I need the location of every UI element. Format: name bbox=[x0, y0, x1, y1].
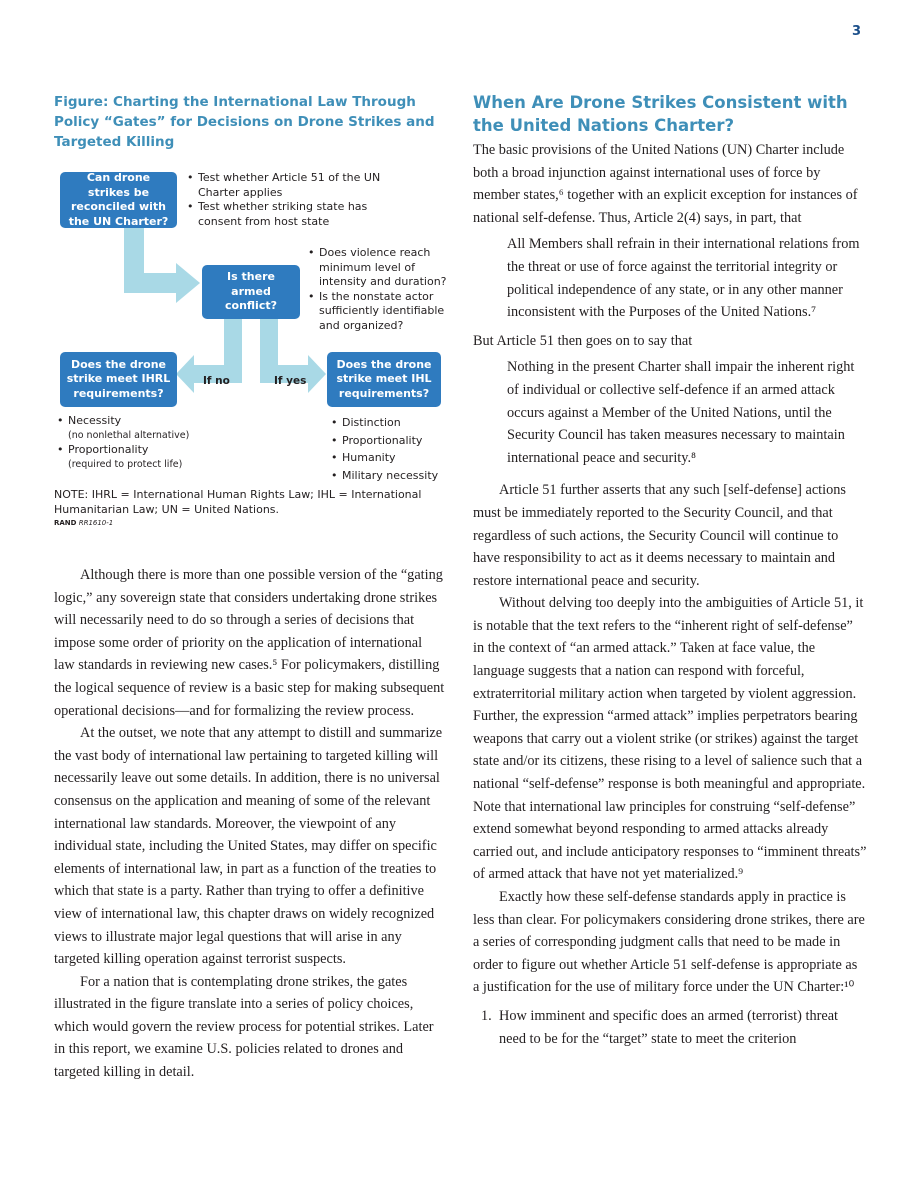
ihl-item: • Distinction bbox=[331, 414, 461, 432]
block-quote: All Members shall refrain in their international relations from the threat or use of force against the territorial integrity or political independence of any state, or in any other manner inconsistent with the Purposes of the United Nations.⁷ bbox=[507, 236, 860, 321]
body-paragraph: Without delving too deeply into the ambiguities of Article 51, it is notable that the text refers to the “inherent right of self-defense” in the context of “an armed attack.” Taken at face value, the language suggests that a nation can respond with forceful, extraterritorial military action when targeted by violent aggression. Further, the expression “armed attack” implies perpetrators bearing weapons that carry out a violent strike (or strikes) against the target state and/or its citizens, these rising to a level of salience such that a national “self-defense” response is both meaningful and appropriate. Note that international law principles for construing “self-defense” extend somewhat beyond responding to armed attacks already carried out, and include anticipatory responses to “imminent threats” of armed attack that have not yet materialized.⁹ bbox=[473, 595, 867, 883]
section-heading: When Are Drone Strikes Consistent with the United Nations Charter? bbox=[473, 93, 848, 135]
figure-title: Figure: Charting the International Law Through Policy “Gates” for Decisions on Drone Strikes and Targeted Killing bbox=[54, 94, 435, 150]
ihrl-list bbox=[57, 414, 277, 472]
right-column bbox=[473, 139, 867, 1050]
ihrl-item-note: (required to protect life) bbox=[68, 458, 183, 470]
un-bullet: • Test whether Article 51 of the UN Charter applies bbox=[187, 171, 387, 200]
un-bullets bbox=[187, 171, 387, 229]
body-paragraph: Article 51 further asserts that any such [self-defense] actions must be immediately reported to the Security Council, and that regardless of such actions, the Security Council will continue to have responsibility to act as it deems necessary to maintain and restore international peace and security. bbox=[473, 482, 846, 589]
body-paragraph: At the outset, we note that any attempt to distill and summarize the vast body of international law pertaining to targeted killing will necessarily leave out some details. In addition, there is no universal consensus on the application and meaning of some of the relevant international law standards. Moreover, the viewpoint of any individual state, including the United States, may differ on specific elements of international law, in part as a function of the treaties to which that state is a party. Rather than trying to offer a definitive view of international law, this chapter draws on widely recognized views to illustrate major legal questions that will arise in any targeted killing operation against terrorist suspects. bbox=[54, 725, 443, 968]
arrow-un-horizontal bbox=[124, 273, 178, 293]
armed-bullets bbox=[308, 246, 456, 333]
credit-id: RR1610-1 bbox=[78, 519, 114, 527]
un-bullet: • Test whether striking state has consent from host state bbox=[187, 200, 387, 229]
list-item-text: How imminent and specific does an armed (terrorist) threat need to be for the “target” state to meet the criterion bbox=[499, 1007, 839, 1047]
body-paragraph: But Article 51 then goes on to say that bbox=[473, 332, 693, 349]
box-ihrl: Does the drone strike meet IHRL requirements? bbox=[60, 352, 177, 407]
armed-bullet: • Does violence reach minimum level of intensity and duration? bbox=[308, 246, 456, 290]
figure-note: NOTE: IHRL = International Human Rights Law; IHL = International Humanitarian Law; UN = United Nations. bbox=[54, 488, 422, 516]
ihrl-item-note: (no nonlethal alternative) bbox=[68, 429, 190, 441]
arrow-un-head bbox=[176, 263, 200, 303]
credit-org: RAND bbox=[54, 519, 77, 527]
ihl-item: • Humanity bbox=[331, 449, 461, 467]
label-if-yes: If yes bbox=[274, 375, 307, 387]
body-paragraph: For a nation that is contemplating drone strikes, the gates illustrated in the figure translate into a series of policy choices, which would govern the review process for potential strikes. Later in this report, we examine U.S. policies related to drones and targeted killing in detail. bbox=[54, 973, 434, 1081]
box-un-charter: Can drone strikes be reconciled with the UN Charter? bbox=[60, 172, 177, 228]
body-paragraph: Although there is more than one possible version of the “gating logic,” any sovereign state that considers undertaking drone strikes will necessarily need to do so through a series of decisions that impose some order of priority on the application of international law standards in reviewing new cases.⁵ For policymakers, distilling the logical sequence of review is a basic step for making subsequent operational decisions—and for formalizing the review process. bbox=[54, 567, 445, 719]
box-ihl: Does the drone strike meet IHL requirements? bbox=[327, 352, 441, 407]
ihrl-item: • Necessity bbox=[57, 414, 277, 429]
ihl-item: • Military necessity bbox=[331, 467, 461, 485]
label-if-no: If no bbox=[203, 375, 230, 387]
box-armed-conflict: Is there armed conflict? bbox=[202, 265, 300, 319]
figure-credit bbox=[54, 519, 113, 527]
body-paragraph: Exactly how these self-defense standards apply in practice is less than clear. For policymakers considering drone strikes, there are a series of corresponding judgment calls that need to be made in order to figure out whether Article 51 self-defense is appropriate as a justification for the use of military force under the UN Charter:¹⁰ bbox=[473, 889, 865, 996]
body-paragraph: The basic provisions of the United Nations (UN) Charter include both a broad injunction against international uses of force by member states,⁶ together with an explicit exception for instances of national self-defense. Thus, Article 2(4) says, in part, that bbox=[473, 142, 858, 226]
ihl-item: • Proportionality bbox=[331, 432, 461, 450]
block-quote: Nothing in the present Charter shall impair the inherent right of individual or collective self-defence if an armed attack occurs against a Member of the United Nations, until the Security Council has taken measures necessary to maintain international peace and security.⁸ bbox=[507, 359, 855, 466]
armed-bullet: • Is the nonstate actor sufficiently identifiable and organized? bbox=[308, 290, 456, 334]
left-column bbox=[54, 564, 446, 1084]
page-number: 3 bbox=[852, 24, 862, 39]
arrow-yes-head bbox=[308, 355, 326, 393]
list-number: 1. bbox=[481, 1007, 492, 1024]
ihrl-item: • Proportionality bbox=[57, 443, 277, 458]
arrow-no-head bbox=[176, 355, 194, 393]
ihl-list bbox=[331, 414, 461, 484]
list-item bbox=[481, 1005, 867, 1050]
